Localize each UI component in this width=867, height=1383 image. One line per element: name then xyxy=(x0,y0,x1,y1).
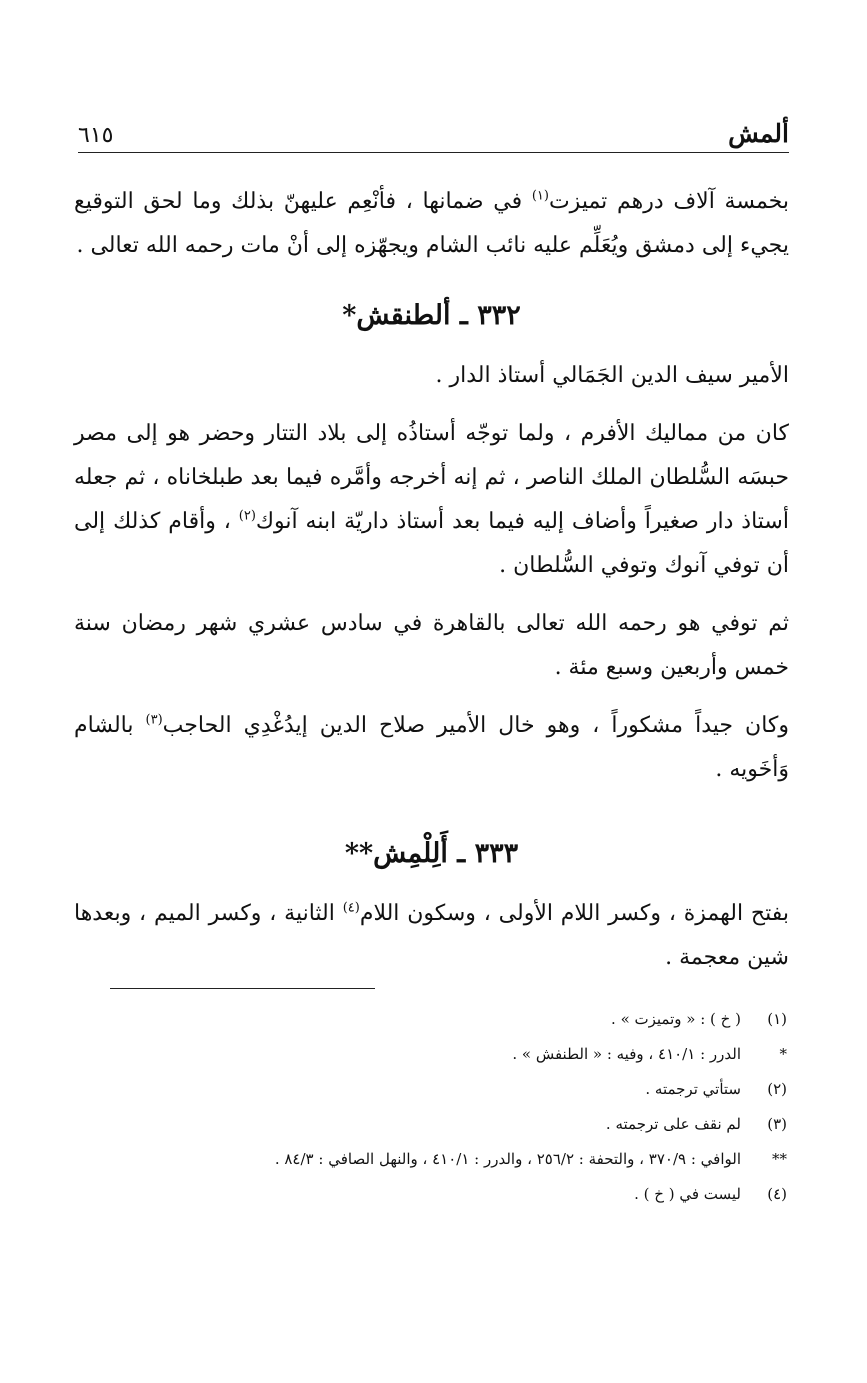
footnote-mark: (٣) xyxy=(767,1115,787,1133)
footnote-item xyxy=(60,1080,787,1098)
footnote-item xyxy=(60,1010,787,1028)
footnote-text: ستأتي ترجمته . xyxy=(645,1080,741,1098)
footnote-ref-1: (١) xyxy=(531,188,549,204)
footnote-item xyxy=(60,1150,787,1168)
paragraph-text: بفتح الهمزة ، وكسر اللام الأولى ، وسكون اللام xyxy=(359,901,790,926)
running-title: ألمش xyxy=(728,119,789,148)
footnote-item xyxy=(60,1045,787,1063)
main-text xyxy=(74,180,789,994)
footnote-ref-2: (٢) xyxy=(238,508,256,524)
running-header xyxy=(78,112,789,153)
footnote-mark: ** xyxy=(772,1150,787,1168)
footnote-text: لم نقف على ترجمته . xyxy=(605,1115,741,1133)
paragraph-text: ، وأقام كذلك إلى أن توفي آنوك وتوفي السُّلطان . xyxy=(74,509,789,578)
entry-332-paragraph-4 xyxy=(74,704,789,792)
footnote-mark: (٢) xyxy=(767,1080,787,1098)
page-number: ٦١٥ xyxy=(78,123,114,148)
footnote-mark: (١) xyxy=(767,1010,787,1028)
footnote-mark: * xyxy=(779,1045,787,1063)
footnote-mark: (٤) xyxy=(767,1185,787,1203)
footnote-item xyxy=(60,1185,787,1203)
entry-332-title-line: الأمير سيف الدين الجَمَالي أستاذ الدار . xyxy=(435,363,789,388)
footnote-text: ( خ ) : « وتميزت » . xyxy=(611,1010,741,1028)
paragraph-text: الثانية ، وكسر الميم ، وبعدها شين معجمة . xyxy=(74,901,789,970)
footnote-item xyxy=(60,1115,787,1133)
footnote-separator xyxy=(110,988,375,989)
entry-332-paragraph-2 xyxy=(74,412,789,588)
paragraph-text: كان من مماليك الأفرم ، ولما توجّه أستاذُه إلى بلاد التتار وحضر هو إلى مصر حبسَه السُّلطان الملك الناصر ، ثم إنه أخرجه وأمَّره فيما بعد طبلخاناه ، ثم جعله أستاذ دار صغيراً وأضاف إليه فيما بعد أستاذ داريّة ابنه آنوك xyxy=(74,421,789,534)
footnote-text: الوافي : ٣٧٠/٩ ، والتحفة : ٢٥٦/٢ ، والدرر : ٤١٠/١ ، والنهل الصافي : ٨٤/٣ . xyxy=(274,1150,741,1168)
continuation-paragraph xyxy=(74,180,789,268)
paragraph-text: وكان جيداً مشكوراً ، وهو خال الأمير صلاح الدين إيدُغْدِي الحاجب xyxy=(162,713,789,738)
paragraph-text: في ضمانها ، فأنْعِم عليهنّ بذلك وما لحق التوقيع يجيء إلى دمشق ويُعَلِّم عليه نائب الشام ويجهّزه إلى أنْ مات رحمه الله تعالى . xyxy=(74,189,789,258)
footnotes xyxy=(60,1010,787,1220)
footnote-ref-3: (٣) xyxy=(145,712,163,728)
entry-333-paragraph-1 xyxy=(74,892,789,980)
footnote-ref-4: (٤) xyxy=(342,900,360,916)
entry-332-heading: ٣٣٢ ـ ألطنقش* xyxy=(342,300,521,331)
footnote-text: ليست في ( خ ) . xyxy=(634,1185,741,1203)
paragraph-text: بخمسة آلاف درهم تميزت xyxy=(548,189,789,214)
entry-333-heading: ٣٣٣ ـ أَلِلْمِش** xyxy=(344,838,519,869)
entry-332-paragraph-3: ثم توفي هو رحمه الله تعالى بالقاهرة في سادس عشري شهر رمضان سنة خمس وأربعين وسبع مئة . xyxy=(74,611,789,680)
paragraph-text: بالشام وَأخَويه . xyxy=(74,713,789,782)
footnote-text: الدرر : ٤١٠/١ ، وفيه : « الطنفش » . xyxy=(512,1045,741,1063)
